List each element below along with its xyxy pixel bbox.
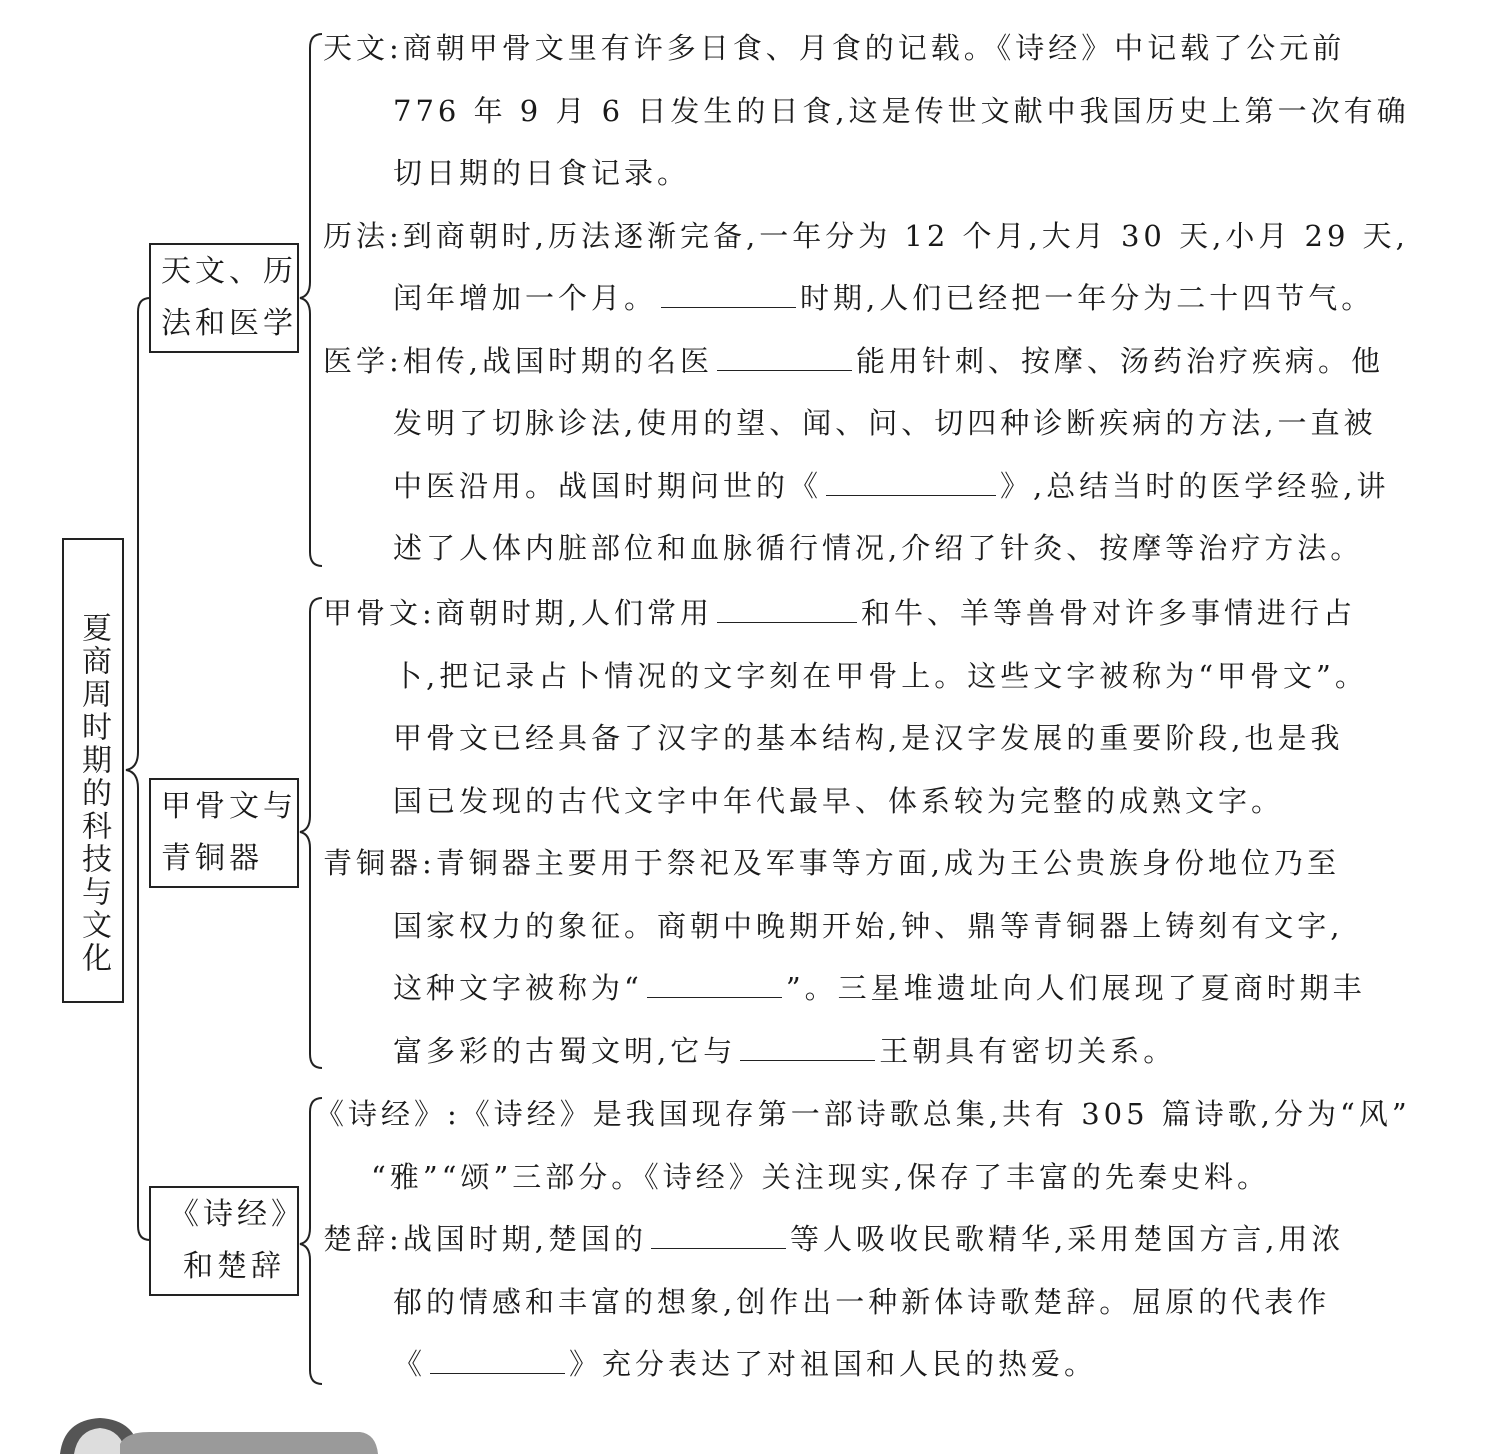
text-line: 卜,把记录占卜情况的文字刻在甲骨上。这些文字被称为“甲骨文”。	[393, 658, 1368, 693]
fill-blank[interactable]	[651, 1222, 786, 1249]
root-topic-label: 夏商周时期的科技与文化	[76, 612, 111, 975]
text-line: 国家权力的象征。商朝中晚期开始,钟、鼎等青铜器上铸刻有文字,	[393, 908, 1344, 943]
text-line-with-blank	[315, 1208, 1418, 1271]
text-segment: 中医沿用。战国时期问世的《	[393, 468, 823, 503]
text-segment: 这种文字被称为“	[393, 971, 643, 1005]
text-segment: 能用针刺、按摩、汤药治疗疾病。他	[856, 343, 1385, 378]
fill-blank[interactable]	[661, 281, 796, 308]
text-line: 青铜器:青铜器主要用于祭祀及军事等方面,成为王公贵族身份地位乃至	[323, 846, 1340, 880]
category-label-line1: 《诗经》	[169, 1197, 305, 1232]
bracket-astronomy-medicine	[300, 34, 322, 566]
bracket-oracle-bronze	[300, 598, 322, 1068]
category-label-line2: 法和医学	[161, 306, 297, 341]
text-line: 《诗经》:《诗经》是我国现存第一部诗歌总集,共有 305 篇诗歌,分为“风”	[315, 1097, 1411, 1131]
text-line: 切日期的日食记录。	[393, 156, 691, 190]
text-segment: 王朝具有密切关系。	[879, 1033, 1177, 1068]
topic-group-astronomy	[323, 17, 1418, 580]
text-segment: 和牛、羊等兽骨对许多事情进行占	[861, 596, 1357, 630]
text-segment: 时期,人们已经把一年分为二十四节气。	[800, 281, 1375, 315]
category-label-line2: 和楚辞	[183, 1249, 285, 1284]
topic-group-oracle-bronze	[323, 582, 1418, 1082]
text-segment: 》充分表达了对祖国和人民的热爱。	[569, 1347, 1098, 1381]
text-line-with-blank	[323, 582, 1418, 645]
fill-blank[interactable]	[826, 469, 996, 496]
text-line: 国已发现的古代文字中年代最早、体系较为完整的成熟文字。	[393, 783, 1285, 818]
text-line: 郁的情感和丰富的想象,创作出一种新体诗歌楚辞。屈原的代表作	[393, 1284, 1331, 1319]
text-line-with-blank	[323, 957, 1418, 1020]
text-line-with-blank	[315, 1333, 1418, 1396]
text-segment: 医学:相传,战国时期的名医	[323, 343, 713, 378]
root-bracket	[126, 298, 150, 1240]
text-segment: 《	[393, 1347, 427, 1381]
root-topic-box	[62, 538, 124, 1003]
topic-group-poetry	[315, 1083, 1418, 1396]
fill-blank[interactable]	[740, 1034, 875, 1061]
text-line: 776 年 9 月 6 日发生的日食,这是传世文献中我国历史上第一次有确	[393, 93, 1410, 128]
category-label-line2: 青铜器	[161, 841, 263, 876]
text-line-with-blank	[323, 267, 1418, 330]
text-segment: 甲骨文:商朝时期,人们常用	[323, 596, 713, 630]
text-line: 述了人体内脏部位和血脉循行情况,介绍了针灸、按摩等治疗方法。	[393, 531, 1364, 565]
text-segment: 闰年增加一个月。	[393, 281, 658, 315]
text-segment: 楚辞:战国时期,楚国的	[323, 1222, 647, 1256]
fill-blank[interactable]	[717, 596, 857, 623]
text-line: 历法:到商朝时,历法逐渐完备,一年分为 12 个月,大月 30 天,小月 29 天,	[323, 218, 1409, 253]
category-label-line1: 甲骨文与	[161, 789, 297, 824]
fill-blank[interactable]	[647, 971, 782, 998]
text-line-with-blank	[323, 455, 1418, 518]
text-segment: 》,总结当时的医学经验,讲	[1000, 468, 1390, 503]
text-line-with-blank	[323, 330, 1418, 393]
category-box-astronomy-calendar-medicine	[149, 243, 299, 353]
category-box-shijing-chuci	[149, 1186, 305, 1296]
fill-blank[interactable]	[430, 1347, 565, 1374]
text-line: “雅”“颂”三部分。《诗经》关注现实,保存了丰富的先秦史料。	[371, 1159, 1271, 1194]
footer-decoration	[60, 1414, 380, 1454]
text-segment: 等人吸收民歌精华,采用楚国方言,用浓	[790, 1222, 1345, 1256]
text-line: 天文:商朝甲骨文里有许多日食、月食的记载。《诗经》中记载了公元前	[323, 31, 1346, 65]
text-line: 发明了切脉诊法,使用的望、闻、问、切四种诊断疾病的方法,一直被	[393, 406, 1377, 440]
fill-blank[interactable]	[717, 344, 852, 371]
text-line: 甲骨文已经具备了汉字的基本结构,是汉字发展的重要阶段,也是我	[393, 721, 1344, 755]
text-segment: ”。三星堆遗址向人们展现了夏商时期丰	[785, 971, 1366, 1005]
text-segment: 富多彩的古蜀文明,它与	[393, 1033, 737, 1068]
category-label-line1: 天文、历	[161, 254, 297, 289]
category-box-oracle-bronze	[149, 778, 299, 888]
text-line-with-blank	[323, 1020, 1418, 1083]
